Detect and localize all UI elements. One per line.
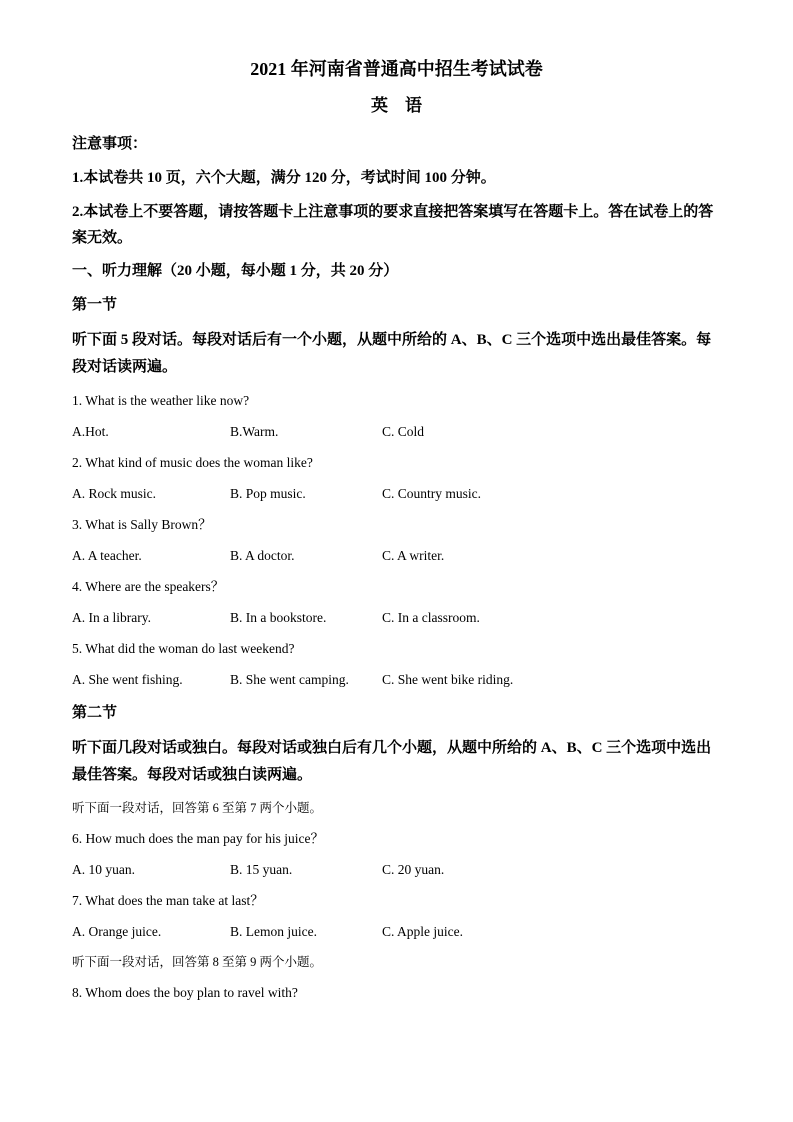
part2-instruction: 听下面几段对话或独白。每段对话或独白后有几个小题，从题中所给的 A、B、C 三个选项中选出最佳答案。每段对话或独白读两遍。	[72, 740, 712, 783]
question-text: 3. What is Sally Brown？	[72, 517, 212, 532]
exam-subject: 英 语	[371, 96, 422, 115]
question-text: 4. Where are the speakers？	[72, 579, 225, 594]
notice-item-1: 1.本试卷共 10 页，六个大题，满分 120 分，考试时间 100 分钟。	[72, 170, 496, 186]
question-6	[72, 823, 721, 885]
option-b: B. A doctor.	[230, 548, 295, 563]
option-a: A. She went fishing.	[72, 672, 183, 687]
options-row	[72, 664, 721, 695]
option-c: C. Cold	[382, 424, 425, 439]
option-b: B.Warm.	[230, 424, 279, 439]
notice-item-2: 2.本试卷上不要答题，请按答题卡上注意事项的要求直接把答案填写在答题卡上。答在试卷上的答案无效。	[72, 204, 714, 246]
option-a: A. A teacher.	[72, 548, 142, 563]
option-b: B. She went camping.	[230, 672, 349, 687]
question-text: 7. What does the man take at last？	[72, 893, 264, 908]
question-4	[72, 571, 721, 633]
question-text: 2. What kind of music does the woman like?	[72, 455, 313, 470]
option-c: C. In a classroom.	[382, 610, 480, 625]
option-b: B. In a bookstore.	[230, 610, 327, 625]
options-row	[72, 478, 721, 509]
question-1	[72, 385, 721, 447]
question-8	[72, 977, 721, 1008]
question-text: 5. What did the woman do last weekend?	[72, 641, 295, 656]
option-a: A.Hot.	[72, 424, 109, 439]
options-row	[72, 854, 721, 885]
option-c: C. Apple juice.	[382, 924, 463, 939]
option-a: A. Orange juice.	[72, 924, 162, 939]
option-b: B. Lemon juice.	[230, 924, 317, 939]
exam-title: 2021 年河南省普通高中招生考试试卷	[250, 59, 543, 79]
option-c: C. Country music.	[382, 486, 482, 501]
option-a: A. 10 yuan.	[72, 862, 135, 877]
options-row	[72, 416, 721, 447]
option-c: C. A writer.	[382, 548, 445, 563]
option-a: A. In a library.	[72, 610, 151, 625]
option-a: A. Rock music.	[72, 486, 156, 501]
question-3	[72, 509, 721, 571]
option-b: B. 15 yuan.	[230, 862, 293, 877]
part1-heading: 第一节	[72, 297, 118, 313]
question-text: 6. How much does the man pay for his juice？	[72, 831, 324, 846]
option-c: C. 20 yuan.	[382, 862, 445, 877]
question-text: 1. What is the weather like now?	[72, 393, 250, 408]
section1-heading: 一、听力理解（20 小题，每小题 1 分，共 20 分）	[72, 263, 399, 279]
part2-heading: 第二节	[72, 705, 118, 721]
question-5	[72, 633, 721, 695]
group-1-lead: 听下面一段对话，回答第 6 至第 7 两个小题。	[72, 801, 323, 815]
question-7	[72, 885, 721, 947]
group-2-lead: 听下面一段对话，回答第 8 至第 9 两个小题。	[72, 955, 323, 969]
part1-instruction: 听下面 5 段对话。每段对话后有一个小题，从题中所给的 A、B、C 三个选项中选出最佳答案。每段对话读两遍。	[72, 332, 712, 375]
options-row	[72, 916, 721, 947]
options-row	[72, 540, 721, 571]
options-row	[72, 602, 721, 633]
question-text: 8. Whom does the boy plan to ravel with?	[72, 985, 298, 1000]
option-b: B. Pop music.	[230, 486, 306, 501]
question-2	[72, 447, 721, 509]
notice-heading: 注意事项：	[72, 136, 148, 152]
option-c: C. She went bike riding.	[382, 672, 514, 687]
